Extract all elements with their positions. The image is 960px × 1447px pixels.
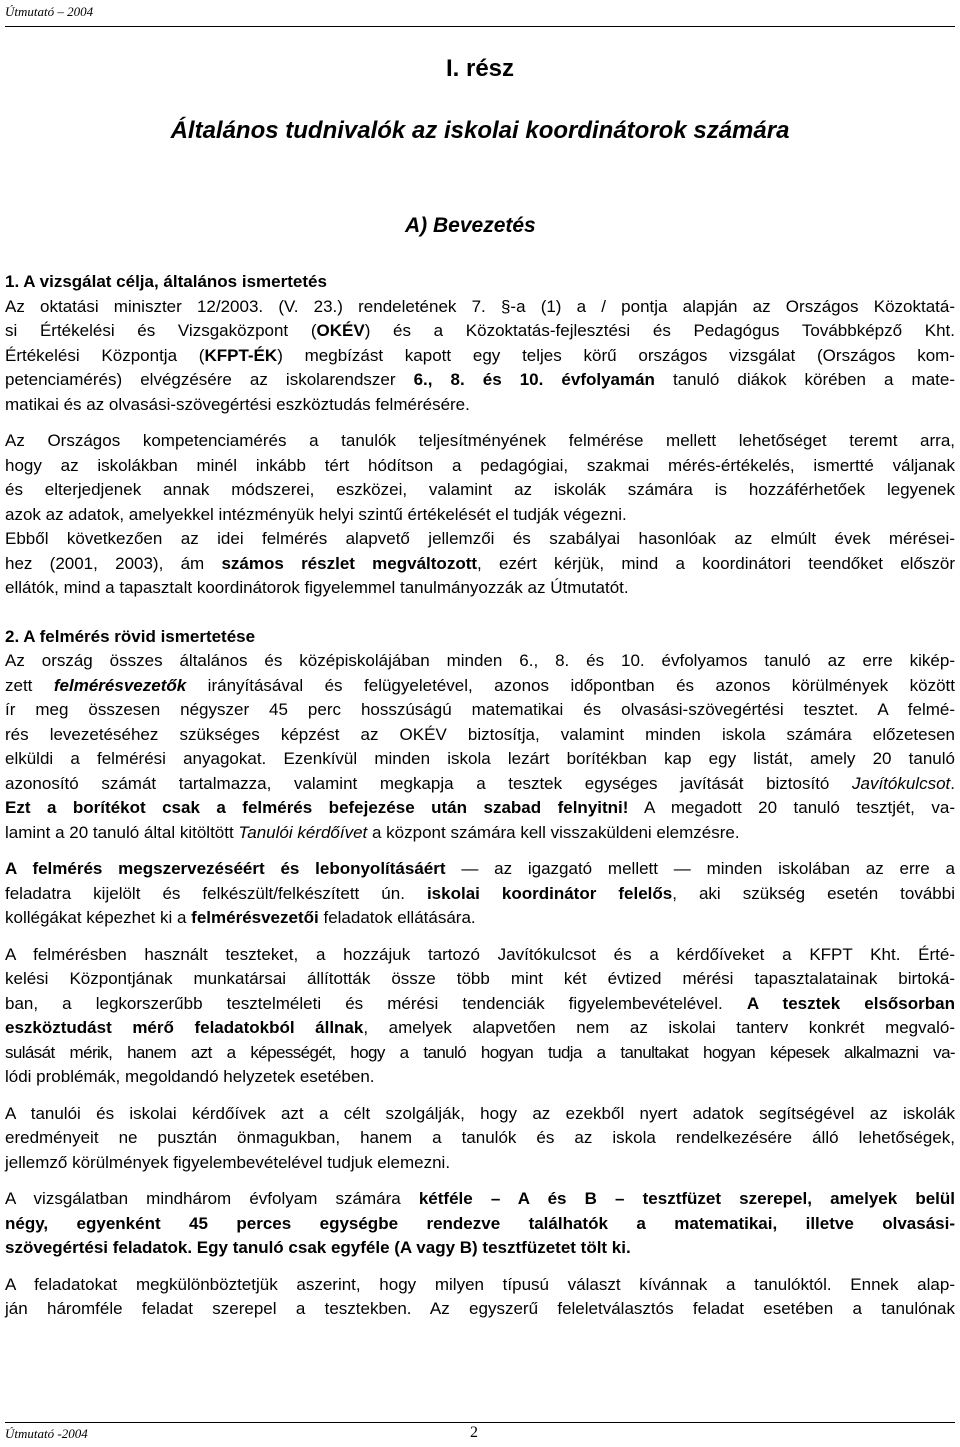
section-2-heading: 2. A felmérés rövid ismertetése	[5, 626, 256, 646]
text-line: négy, egyenként 45 perces egységbe rendezve találhatók a matematikai, illetve olvasási-	[5, 1213, 955, 1233]
paragraph-gap	[5, 1175, 955, 1187]
text-line: azonosító számát tartalmazza, valamint megkapja a tesztek egységes javítását biztosító Javítókulcsot.	[5, 773, 955, 793]
text-line: zett felmérésvezetők irányításával és felügyeletével, azonos időpontban és azonos körülmények között	[5, 675, 956, 695]
text-line: lódi problémák, megoldandó helyzetek esetében.	[5, 1067, 375, 1086]
text-line: kollégákat képezhet ki a felmérésvezetői feladatok ellátására.	[5, 908, 476, 927]
text-line: eszköztudást mérő feladatokból állnak, amelyek alapvetően nem az iskolai tanterv konkrét megvaló-	[5, 1018, 955, 1037]
text-line: szövegértési feladatok. Egy tanuló csak egyféle (A vagy B) tesztfüzetet tölt ki.	[5, 1238, 631, 1257]
text-line: Ezt a borítékot csak a felmérés befejezése után szabad felnyitni! A megadott 20 tanuló tesztjét, va-	[5, 798, 955, 817]
text-line: jellemző körülmények figyelembevételével tudjuk elemezni.	[5, 1152, 451, 1172]
text-line: hez (2001, 2003), ám számos részlet megváltozott, ezért kérjük, mind a koordinátori teendőket először	[5, 553, 955, 573]
running-header: Útmutató – 2004	[5, 4, 94, 19]
footer-title: Útmutató -2004	[5, 1426, 88, 1441]
text-line: és elterjedjenek annak módszerei, eszközei, valamint az iskolák számára is hozzáférhetőek legyenek	[5, 480, 955, 499]
text-line: Értékelési Központja (KFPT-ÉK) megbízást kapott egy teljes körű országos vizsgálat (Országos kom-	[5, 345, 955, 365]
text-line: ellátók, mind a tapasztalt koordinátorok figyelemmel tanulmányozzák az Útmutatót.	[5, 578, 629, 597]
document-body	[5, 270, 955, 1322]
paragraph-gap	[5, 417, 955, 429]
text-line: azok az adatok, amelyekkel intézményük helyi szintű értékelését el tudják végezni.	[5, 504, 627, 524]
section-heading: A) Bevezetés	[405, 214, 536, 237]
text-line: rés levezetéséhez szükséges képzést az OKÉV biztosítja, valamint minden iskola számára előzetesen	[5, 724, 955, 744]
text-line: A felmérés megszervezéséért és lebonyolításáért — az igazgató mellett — minden iskolában az erre a	[5, 859, 955, 878]
text-line: ban, a legkorszerűbb tesztelméleti és mérési tendenciák figyelembevételével. A tesztek elsősorban	[5, 993, 955, 1013]
text-line: A tanulói és iskolai kérdőívek azt a célt szolgálják, hogy az ezekből nyert adatok segítségével az iskolák	[5, 1103, 955, 1123]
paragraph-gap	[5, 1090, 955, 1102]
text-line: hogy az iskolákban minél inkább tért hódítson a pedagógiai, szakmai mérés-értékelés, ismertté váljanak	[5, 455, 955, 475]
text-line: elküldi a felmérési anyagokat. Ezenkívül minden iskola lezárt borítékban kap egy listát, amely 20 tanuló	[5, 749, 955, 768]
text-line: petenciamérés) elvégzésére az iskolarendszer 6., 8. és 10. évfolyamán tanuló diákok körében a mate-	[5, 370, 955, 389]
text-line: kelési Központjának munkatársai állították össze több mint két évtized mérési tapasztalatainak birtoká-	[5, 969, 955, 988]
text-line: Az ország összes általános és középiskolájában minden 6., 8. és 10. évfolyamos tanuló az erre kikép-	[5, 651, 955, 670]
text-line: Ebből következően az idei felmérés alapvető jellemzői és szabályai hasonlóak az elmúlt évek mérései-	[5, 529, 955, 548]
text-line: ján háromféle feladat szerepel a tesztekben. Az egyszerű feleletválasztós feladat esetében a tanulónak	[5, 1299, 955, 1318]
header-rule	[5, 26, 955, 27]
text-line: ír meg összesen négyszer 45 perc hosszúságú matematikai és olvasási-szövegértési tesztet. A felmé-	[5, 700, 955, 719]
paragraph-gap	[5, 1261, 955, 1273]
text-line: lamint a 20 tanuló által kitöltött Tanulói kérdőívet a központ számára kell visszaküldeni elemzésre.	[5, 822, 740, 842]
section-1-heading: 1. A vizsgálat célja, általános ismertetés	[5, 272, 327, 291]
text-line: si Értékelési és Vizsgaközpont (OKÉV) és a Közoktatás-fejlesztési és Pedagógus Továbbképző Kht.	[5, 321, 955, 340]
text-line: feladatra kijelölt és felkészült/felkészített ún. iskolai koordinátor felelős, aki szükség esetén további	[5, 883, 955, 903]
text-line: sulását mérik, hanem azt a képességét, hogy a tanuló hogyan tudja a tanultakat hogyan képesek alkalmazni va-	[5, 1042, 955, 1062]
footer-rule	[5, 1422, 955, 1423]
paragraph-gap	[5, 601, 955, 625]
text-line: A felmérésben használt teszteket, a hozzájuk tartozó Javítókulcsot és a kérdőíveket a KFPT Kht. Érté-	[5, 944, 955, 964]
text-line: A vizsgálatban mindhárom évfolyam számára kétféle – A és B – tesztfüzet szerepel, amelyek belül	[5, 1189, 956, 1208]
main-title: Általános tudnivalók az iskolai koordinátorok számára	[170, 117, 790, 144]
text-line: Az Országos kompetenciamérés a tanulók teljesítményének felmérése mellett lehetőséget teremt arra,	[5, 431, 955, 450]
text-line: A feladatokat megkülönböztetjük aszerint, hogy milyen típusú választ kívánnak a tanulóktól. Ennek alap-	[5, 1274, 955, 1294]
page-number: 2	[470, 1424, 478, 1441]
text-line: matikai és az olvasási-szövegértési eszköztudás felmérésére.	[5, 394, 470, 414]
part-heading: I. rész	[445, 55, 515, 82]
text-line: eredményeit ne pusztán önmagukban, hanem a tanulók és az iskola rendelkezésére álló lehetőségek,	[5, 1128, 955, 1147]
paragraph-gap	[5, 931, 955, 943]
paragraph-gap	[5, 845, 955, 857]
text-line: Az oktatási miniszter 12/2003. (V. 23.) rendeletének 7. §-a (1) a / pontja alapján az Országos Közoktatá-	[5, 296, 955, 316]
